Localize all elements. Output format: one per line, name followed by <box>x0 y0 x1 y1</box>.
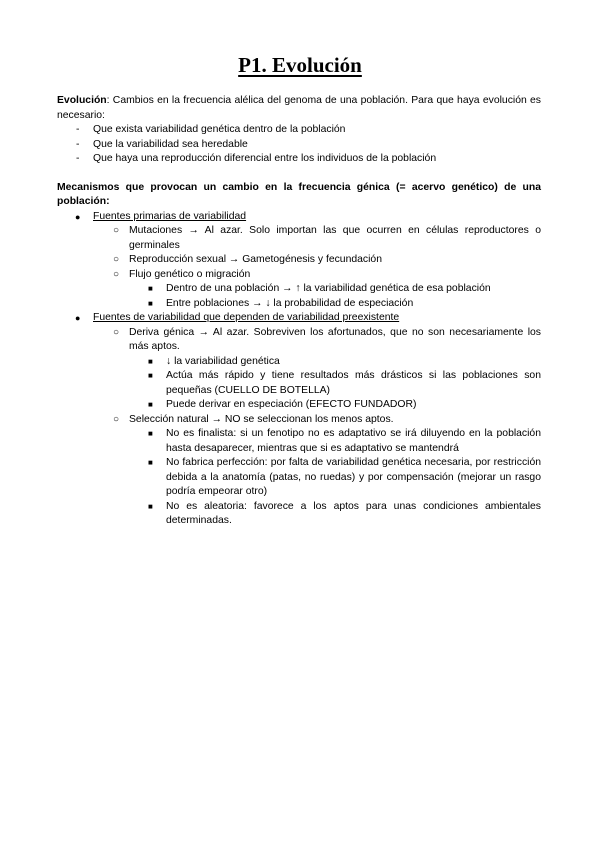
list-item: - Que exista variabilidad genética dentro de la población <box>57 123 541 138</box>
mechanisms-heading: Mecanismos que provocan un cambio en la frecuencia génica (= acervo genético) de una población: <box>57 181 541 207</box>
list-item: ■ Dentro de una población → ↑ la variabilidad genética de esa población <box>129 282 541 297</box>
intro-paragraph <box>57 94 541 123</box>
list-item: ○ Deriva génica → Al azar. Sobreviven los afortunados, que no son necesariamente los más aptos. ■ ↓ la variabilidad genética ■ Actúa más rápido y tiene resultados más drásticos si las poblaciones son pequeñas (CUELLO DE BOTELLA) ■ Puede derivar en especiación (EFECTO FUNDADOR) <box>93 326 541 413</box>
document-body <box>57 94 541 529</box>
list-item: ■ No es aleatoria: favorece a los aptos para unas condiciones ambientales determinadas. <box>148 500 541 526</box>
circle-marker: ○ <box>113 254 120 265</box>
dash-marker: - <box>76 124 80 135</box>
intro-definition: : Cambios en la frecuencia alélica del genoma de una población. Para que haya evolución es necesario: <box>57 95 541 121</box>
mechanisms-list <box>57 210 541 529</box>
dash-marker: - <box>76 138 80 150</box>
list-item: ○ Selección natural → NO se seleccionan los menos aptos. ■ No es finalista: si un fenotipo no es adaptativo se irá diluyendo en la población hasta desaparecer, mientras que si es adaptativo se mantendrá ■ No fabrica perfección: por falta de variabilidad genética necesaria, por restricción debida a la anatomía (patas, no ruedas) y por compensación (mejorar un rasgo podría empeorar otro) ■ No es aleatoria: favorece a los aptos para unas condiciones ambientales determinadas. <box>93 413 541 529</box>
intro-term: Evolución <box>57 95 107 106</box>
list-item: ■ No fabrica perfección: por falta de variabilidad genética necesaria, por restricción debida a la anatomía (patas, no ruedas) y por compensación (mejorar un rasgo podría empeorar otro) <box>148 457 541 497</box>
selection-sublist <box>129 427 541 529</box>
primary-sources-label: Fuentes primarias de variabilidad <box>93 210 247 222</box>
migration-sublist <box>129 282 541 311</box>
requirements-list <box>57 123 541 167</box>
list-item: ■ ↓ la variabilidad genética <box>129 355 541 370</box>
square-marker: ■ <box>148 501 153 511</box>
list-item: ○ Flujo genético o migración ■ Dentro de una población → ↑ la variabilidad genética de esa población ■ Entre poblaciones → ↓ la probabilidad de especiación <box>93 268 541 312</box>
circle-marker: ○ <box>113 225 120 236</box>
square-marker: ■ <box>148 371 153 380</box>
dash-marker: - <box>76 153 80 164</box>
list-item: ■ Entre poblaciones → ↓ la probabilidad de especiación <box>129 297 541 312</box>
circle-marker: ○ <box>113 326 120 338</box>
circle-marker: ○ <box>113 413 120 425</box>
spacer <box>57 167 541 181</box>
list-item: ○ Reproducción sexual → Gametogénesis y fecundación <box>93 253 541 268</box>
bullet-marker: ● <box>75 211 81 222</box>
square-marker: ■ <box>148 356 153 366</box>
list-item: - Que haya una reproducción diferencial entre los individuos de la población <box>57 152 541 167</box>
dependent-sources-label: Fuentes de variabilidad que dependen de variabilidad preexistente <box>93 312 400 323</box>
square-marker: ■ <box>148 400 153 409</box>
primary-sources-list <box>93 224 541 311</box>
dependent-sources-list <box>93 326 541 529</box>
drift-sublist <box>129 355 541 413</box>
list-item: - Que la variabilidad sea heredable <box>57 138 541 153</box>
list-item: ○ Mutaciones → Al azar. Solo importan las que ocurren en células reproductores o germinales <box>113 225 541 251</box>
list-item <box>57 311 541 529</box>
bullet-marker: ● <box>75 313 81 323</box>
page-title: P1. Evolución <box>238 53 362 77</box>
square-marker: ■ <box>148 284 153 293</box>
circle-marker: ○ <box>113 268 120 280</box>
list-item: ■ No es finalista: si un fenotipo no es adaptativo se irá diluyendo en la población hasta desaparecer, mientras que si es adaptativo se mantendrá <box>148 428 541 454</box>
list-item <box>57 210 541 312</box>
square-marker: ■ <box>148 429 153 438</box>
list-item: ■ Puede derivar en especiación (EFECTO FUNDADOR) <box>129 398 541 413</box>
square-marker: ■ <box>148 298 153 308</box>
square-marker: ■ <box>148 458 153 467</box>
list-item: ■ Actúa más rápido y tiene resultados más drásticos si las poblaciones son pequeñas (CUELLO DE BOTELLA) <box>148 370 541 396</box>
